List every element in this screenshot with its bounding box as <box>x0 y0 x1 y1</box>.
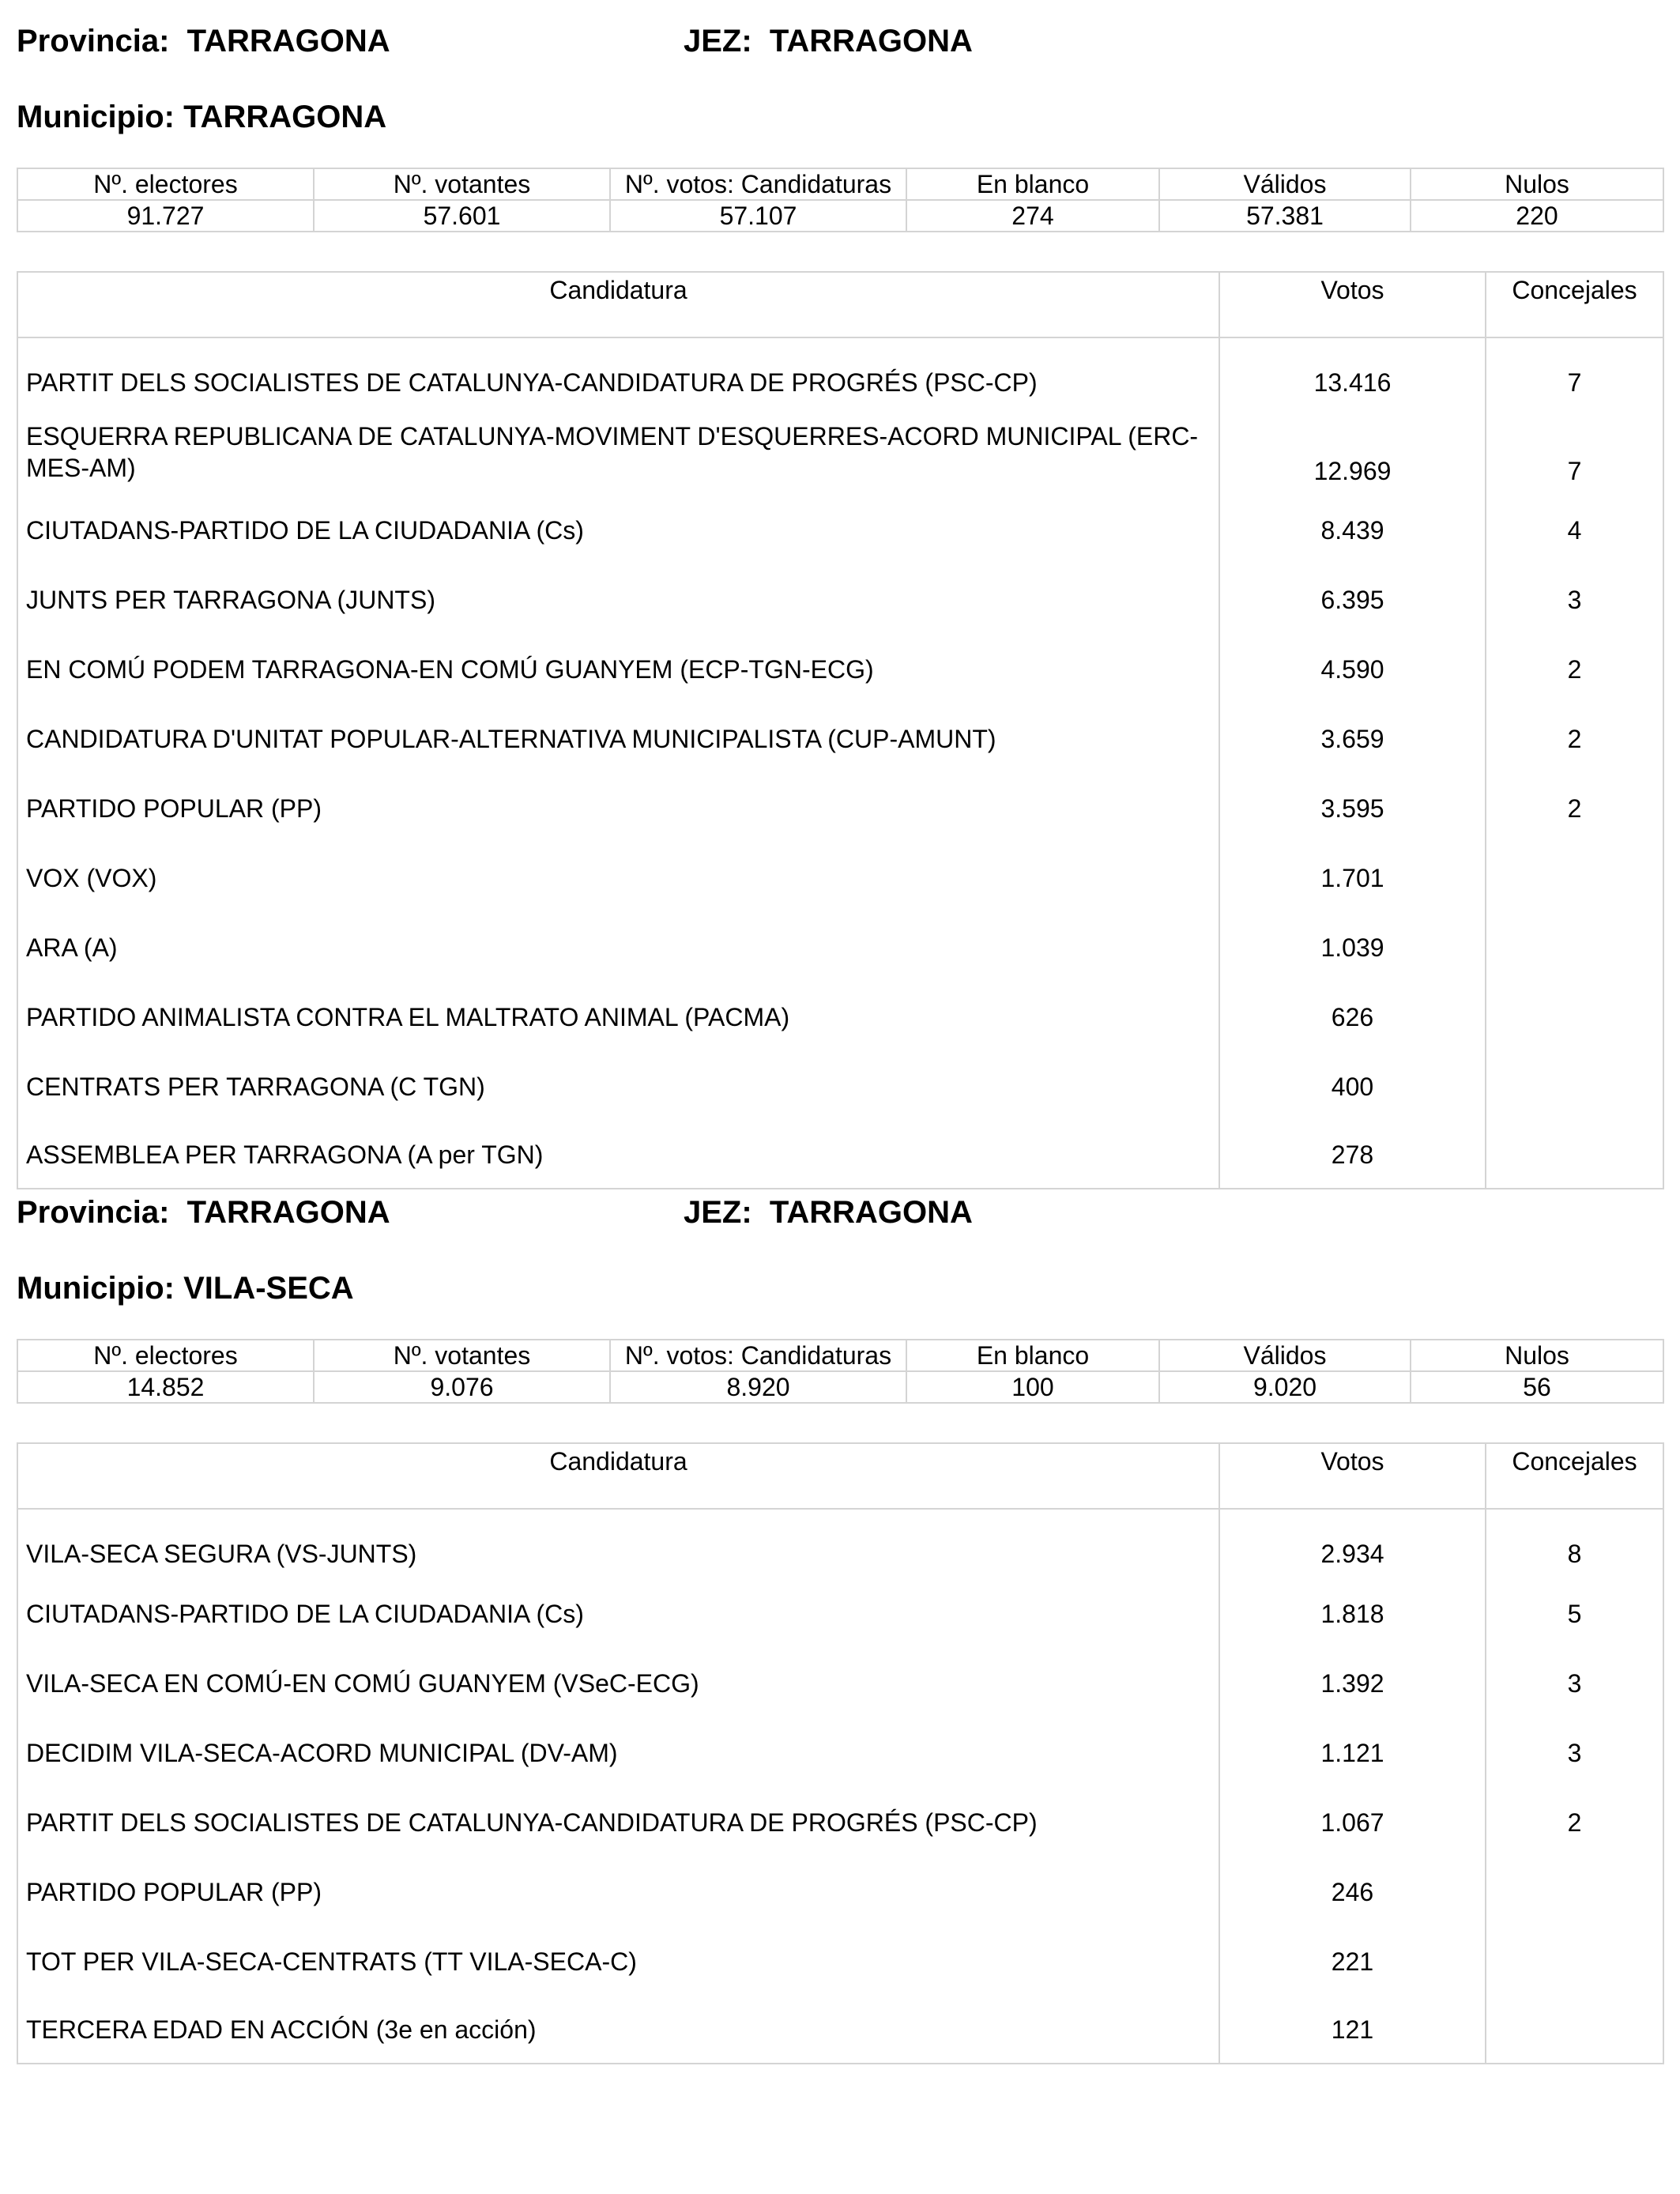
col-header-votos: Votos <box>1219 272 1486 337</box>
stats-value-electores: 91.727 <box>17 200 314 232</box>
candidate-name: ESQUERRA REPUBLICANA DE CATALUNYA-MOVIMENT D'ESQUERRES-ACORD MUNICIPAL (ERC-MES-AM) <box>17 408 1219 496</box>
candidates-table <box>17 271 1664 1189</box>
spacer-cell <box>1219 337 1486 357</box>
candidate-votes: 13.416 <box>1219 357 1486 408</box>
stats-header-electores: Nº. electores <box>17 1340 314 1371</box>
table-row <box>17 1996 1663 2064</box>
jez-heading <box>684 24 973 59</box>
municipio-heading <box>17 1271 354 1306</box>
candidate-seats: 5 <box>1486 1579 1663 1649</box>
candidate-seats: 7 <box>1486 357 1663 408</box>
table-row <box>17 565 1663 635</box>
spacer-row <box>17 337 1663 357</box>
table-row <box>17 982 1663 1052</box>
stats-value-votantes: 57.601 <box>314 200 610 232</box>
candidate-name: PARTIDO POPULAR (PP) <box>17 774 1219 843</box>
candidate-votes: 6.395 <box>1219 565 1486 635</box>
candidate-votes: 1.818 <box>1219 1579 1486 1649</box>
stats-value-en-blanco: 274 <box>906 200 1159 232</box>
candidate-seats: 2 <box>1486 704 1663 774</box>
stats-header-row <box>17 168 1663 200</box>
candidate-seats <box>1486 1996 1663 2064</box>
stats-value-row <box>17 200 1663 232</box>
stats-value-nulos: 56 <box>1411 1371 1663 1403</box>
table-row <box>17 1718 1663 1788</box>
candidate-votes: 4.590 <box>1219 635 1486 704</box>
provincia-label: Provincia: <box>17 1195 170 1230</box>
table-row <box>17 635 1663 704</box>
col-header-concejales: Concejales <box>1486 272 1663 337</box>
spacer-cell <box>17 1509 1219 1529</box>
table-row <box>17 913 1663 982</box>
candidate-name: EN COMÚ PODEM TARRAGONA-EN COMÚ GUANYEM (ECP-TGN-ECG) <box>17 635 1219 704</box>
table-row <box>17 704 1663 774</box>
candidate-votes: 221 <box>1219 1927 1486 1996</box>
candidates-table <box>17 1442 1664 2064</box>
municipio-value: TARRAGONA <box>183 100 387 134</box>
stats-header-votos-candidaturas: Nº. votos: Candidaturas <box>610 168 906 200</box>
candidate-name: PARTIT DELS SOCIALISTES DE CATALUNYA-CANDIDATURA DE PROGRÉS (PSC-CP) <box>17 1788 1219 1857</box>
stats-table <box>17 1339 1664 1404</box>
municipio-label: Municipio: <box>17 1271 175 1306</box>
provincia-heading <box>17 1195 390 1231</box>
provincia-value: TARRAGONA <box>186 1195 390 1230</box>
candidate-seats: 3 <box>1486 565 1663 635</box>
spacer-row <box>17 1509 1663 1529</box>
col-header-concejales: Concejales <box>1486 1443 1663 1509</box>
stats-value-votantes: 9.076 <box>314 1371 610 1403</box>
col-header-candidatura: Candidatura <box>17 272 1219 337</box>
candidate-votes: 1.039 <box>1219 913 1486 982</box>
table-row <box>17 357 1663 408</box>
provincia-label: Provincia: <box>17 24 170 58</box>
stats-value-votos-candidaturas: 8.920 <box>610 1371 906 1403</box>
stats-header-en-blanco: En blanco <box>906 1340 1159 1371</box>
stats-header-nulos: Nulos <box>1411 168 1663 200</box>
stats-header-row <box>17 1340 1663 1371</box>
candidate-votes: 8.439 <box>1219 496 1486 565</box>
provincia-value: TARRAGONA <box>186 24 390 58</box>
stats-value-row <box>17 1371 1663 1403</box>
stats-header-nulos: Nulos <box>1411 1340 1663 1371</box>
candidate-name: CENTRATS PER TARRAGONA (C TGN) <box>17 1052 1219 1122</box>
municipio-value: VILA-SECA <box>183 1271 354 1306</box>
table-row <box>17 843 1663 913</box>
stats-header-validos: Válidos <box>1159 1340 1411 1371</box>
candidate-seats <box>1486 1927 1663 1996</box>
stats-header-votos-candidaturas: Nº. votos: Candidaturas <box>610 1340 906 1371</box>
candidate-votes: 626 <box>1219 982 1486 1052</box>
candidate-name: JUNTS PER TARRAGONA (JUNTS) <box>17 565 1219 635</box>
results-section-vila-seca <box>17 1171 1663 2044</box>
spacer-cell <box>17 337 1219 357</box>
stats-value-electores: 14.852 <box>17 1371 314 1403</box>
candidate-votes: 2.934 <box>1219 1529 1486 1579</box>
candidate-name: ARA (A) <box>17 913 1219 982</box>
stats-value-validos: 9.020 <box>1159 1371 1411 1403</box>
table-row <box>17 1788 1663 1857</box>
candidate-name: CIUTADANS-PARTIDO DE LA CIUDADANIA (Cs) <box>17 1579 1219 1649</box>
candidate-votes: 3.595 <box>1219 774 1486 843</box>
candidate-name: PARTIT DELS SOCIALISTES DE CATALUNYA-CANDIDATURA DE PROGRÉS (PSC-CP) <box>17 357 1219 408</box>
col-header-candidatura: Candidatura <box>17 1443 1219 1509</box>
header-line <box>17 0 1663 73</box>
header-line <box>17 1171 1663 1244</box>
stats-table <box>17 168 1664 232</box>
spacer-cell <box>1219 1509 1486 1529</box>
candidate-name: CIUTADANS-PARTIDO DE LA CIUDADANIA (Cs) <box>17 496 1219 565</box>
jez-value: TARRAGONA <box>769 24 973 58</box>
stats-header-votantes: Nº. votantes <box>314 168 610 200</box>
results-section-tarragona <box>17 0 1663 1169</box>
candidate-name: VILA-SECA SEGURA (VS-JUNTS) <box>17 1529 1219 1579</box>
candidate-seats: 7 <box>1486 408 1663 496</box>
candidates-header-row <box>17 1443 1663 1509</box>
candidate-name: VILA-SECA EN COMÚ-EN COMÚ GUANYEM (VSeC-ECG) <box>17 1649 1219 1718</box>
candidate-seats <box>1486 982 1663 1052</box>
candidate-seats: 2 <box>1486 1788 1663 1857</box>
table-row <box>17 1052 1663 1122</box>
candidate-votes: 1.067 <box>1219 1788 1486 1857</box>
candidate-seats: 2 <box>1486 774 1663 843</box>
table-row <box>17 496 1663 565</box>
spacer-cell <box>1486 1509 1663 1529</box>
candidate-votes: 400 <box>1219 1052 1486 1122</box>
stats-header-en-blanco: En blanco <box>906 168 1159 200</box>
candidate-name: TOT PER VILA-SECA-CENTRATS (TT VILA-SECA-C) <box>17 1927 1219 1996</box>
table-row <box>17 1649 1663 1718</box>
candidate-seats: 3 <box>1486 1649 1663 1718</box>
candidate-seats <box>1486 843 1663 913</box>
stats-value-validos: 57.381 <box>1159 200 1411 232</box>
jez-heading <box>684 1195 973 1231</box>
candidate-seats: 8 <box>1486 1529 1663 1579</box>
stats-value-votos-candidaturas: 57.107 <box>610 200 906 232</box>
candidate-votes: 1.701 <box>1219 843 1486 913</box>
candidate-name: PARTIDO POPULAR (PP) <box>17 1857 1219 1927</box>
candidate-name: PARTIDO ANIMALISTA CONTRA EL MALTRATO ANIMAL (PACMA) <box>17 982 1219 1052</box>
candidate-seats: 4 <box>1486 496 1663 565</box>
candidate-name: CANDIDATURA D'UNITAT POPULAR-ALTERNATIVA MUNICIPALISTA (CUP-AMUNT) <box>17 704 1219 774</box>
stats-header-votantes: Nº. votantes <box>314 1340 610 1371</box>
candidate-votes: 278 <box>1219 1122 1486 1189</box>
candidate-name: TERCERA EDAD EN ACCIÓN (3e en acción) <box>17 1996 1219 2064</box>
jez-value: TARRAGONA <box>769 1195 973 1230</box>
municipio-label: Municipio: <box>17 100 175 134</box>
candidate-name: VOX (VOX) <box>17 843 1219 913</box>
municipio-heading <box>17 100 386 135</box>
stats-value-nulos: 220 <box>1411 200 1663 232</box>
stats-header-electores: Nº. electores <box>17 168 314 200</box>
candidate-votes: 12.969 <box>1219 408 1486 496</box>
jez-label: JEZ: <box>684 1195 752 1230</box>
candidate-votes: 3.659 <box>1219 704 1486 774</box>
candidates-header-row <box>17 272 1663 337</box>
candidate-votes: 246 <box>1219 1857 1486 1927</box>
candidate-name: DECIDIM VILA-SECA-ACORD MUNICIPAL (DV-AM) <box>17 1718 1219 1788</box>
candidate-votes: 121 <box>1219 1996 1486 2064</box>
provincia-heading <box>17 24 390 59</box>
table-row <box>17 1927 1663 1996</box>
candidate-name: ASSEMBLEA PER TARRAGONA (A per TGN) <box>17 1122 1219 1189</box>
stats-value-en-blanco: 100 <box>906 1371 1159 1403</box>
candidate-votes: 1.121 <box>1219 1718 1486 1788</box>
col-header-votos: Votos <box>1219 1443 1486 1509</box>
spacer-cell <box>1486 337 1663 357</box>
jez-label: JEZ: <box>684 24 752 58</box>
candidate-votes: 1.392 <box>1219 1649 1486 1718</box>
candidate-seats <box>1486 913 1663 982</box>
candidate-seats <box>1486 1857 1663 1927</box>
table-row <box>17 1579 1663 1649</box>
candidate-seats <box>1486 1052 1663 1122</box>
table-row <box>17 1857 1663 1927</box>
table-row <box>17 408 1663 496</box>
stats-header-validos: Válidos <box>1159 168 1411 200</box>
table-row <box>17 1529 1663 1579</box>
candidate-seats: 3 <box>1486 1718 1663 1788</box>
candidate-seats: 2 <box>1486 635 1663 704</box>
table-row <box>17 774 1663 843</box>
